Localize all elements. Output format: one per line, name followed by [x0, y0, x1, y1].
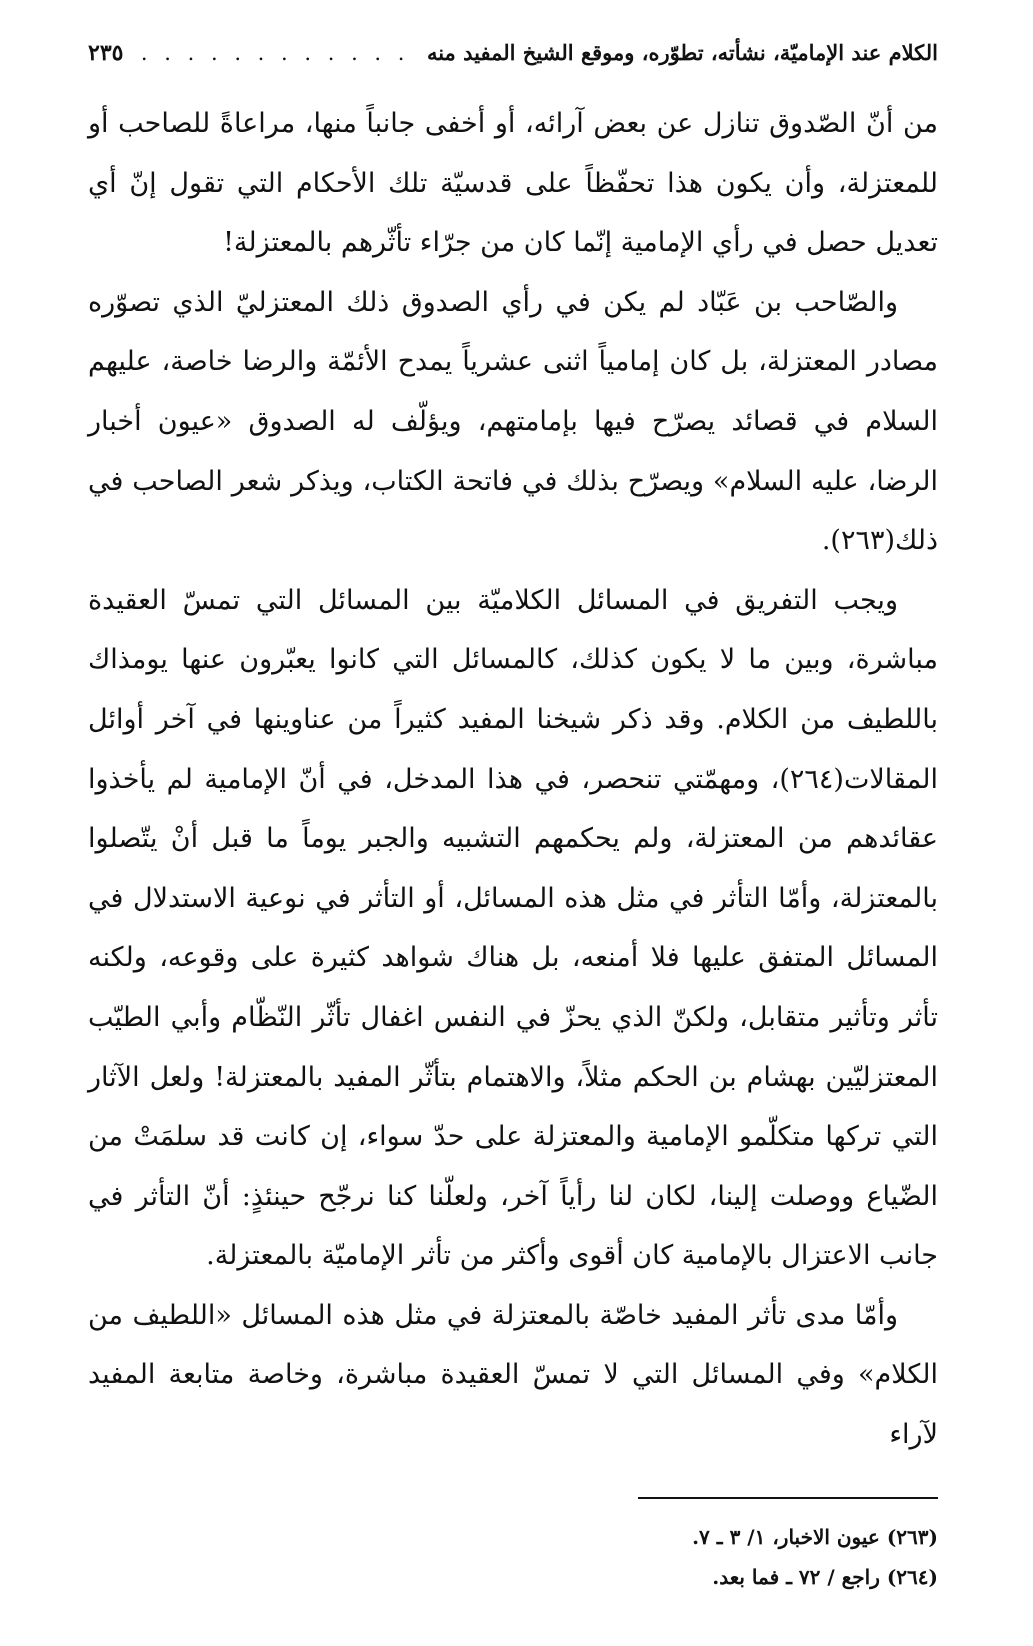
page-number: ٢٣٥ — [88, 40, 124, 66]
running-head-title: الكلام عند الإماميّة، نشأته، تطوّره، وموقع الشيخ المفيد منه — [426, 40, 938, 65]
footnotes — [88, 1517, 938, 1597]
body-text — [88, 94, 938, 1465]
running-head — [88, 40, 938, 84]
leader-dots: . . . . . . . . . . . . — [140, 41, 410, 65]
paragraph-continuation: من أنّ الصّدوق تنازل عن بعض آرائه، أو أخفى جانباً منها، مراعاةً للصاحب أو للمعتزلة، وأن يكون هذا تحفّظاً على قدسيّة تلك الأحكام التي تقول إنّ أي تعديل حصل في رأي الإمامية إنّما كان من جرّاء تأثّرهم بالمعتزلة! — [88, 108, 938, 259]
paragraph-distinction: ويجب التفريق في المسائل الكلاميّة بين المسائل التي تمسّ العقيدة مباشرة، وبين ما لا يكون كذلك، كالمسائل التي كانوا يعبّرون عنها يومذاك باللطيف من الكلام. وقد ذكر شيخنا المفيد كثيراً من عناوينها في آخر أوائل المقالات(٢٦٤)، ومهمّتي تنحصر، في هذا المدخل، في أنّ الإمامية لم يأخذوا عقائدهم من المعتزلة، ولم يحكمهم التشبيه والجبر يوماً ما قبل أنْ يتّصلوا بالمعتزلة، وأمّا التأثر في مثل هذه المسائل، أو التأثر في نوعية الاستدلال في المسائل المتفق عليها فلا أمنعه، بل هناك شواهد كثيرة على وقوعه، ولكنه تأثر وتأثير متقابل، ولكنّ الذي يحزّ في النفس اغفال تأثّر النّظّام وأبي الطيّب المعتزليّين بهشام بن الحكم مثلاً، والاهتمام بتأثّر المفيد بالمعتزلة! ولعل الآثار التي تركها متكلّمو الإمامية والمعتزلة على حدّ سواء، إن كانت قد سلمَتْ من الضّياع ووصلت إلينا، لكان لنا رأياً آخر، ولعلّنا كنا نرجّح حينئذٍ: أنّ التأثر في جانب الاعتزال بالإمامية كان أقوى وأكثر من تأثر الإماميّة بالمعتزلة. — [88, 584, 938, 1272]
paragraph-sahib-ibn-abbad: والصّاحب بن عَبّاد لم يكن في رأي الصدوق ذلك المعتزليّ الذي تصوّره مصادر المعتزلة، بل كان إمامياً اثنى عشرياً يمدح الأئمّة والرضا خاصة، عليهم السلام في قصائد يصرّح فيها بإمامتهم، ويؤلّف له الصدوق «عيون أخبار الرضا، عليه السلام» ويصرّح بذلك في فاتحة الكتاب، ويذكر شعر الصاحب في ذلك(٢٦٣). — [88, 286, 938, 557]
book-page — [88, 40, 938, 1640]
paragraph-mufid-influence: وأمّا مدى تأثر المفيد خاصّة بالمعتزلة في مثل هذه المسائل «اللطيف من الكلام» وفي المسائل التي لا تمسّ العقيدة مباشرة، وخاصة متابعة المفيد لآراء — [88, 1299, 938, 1451]
footnote-divider — [638, 1497, 938, 1499]
footnote-264: (٢٦٤) راجع / ٧٢ ـ فما بعد. — [712, 1564, 938, 1589]
footnote-263: (٢٦٣) عيون الاخبار، ١/ ٣ ـ ٧. — [692, 1524, 938, 1549]
